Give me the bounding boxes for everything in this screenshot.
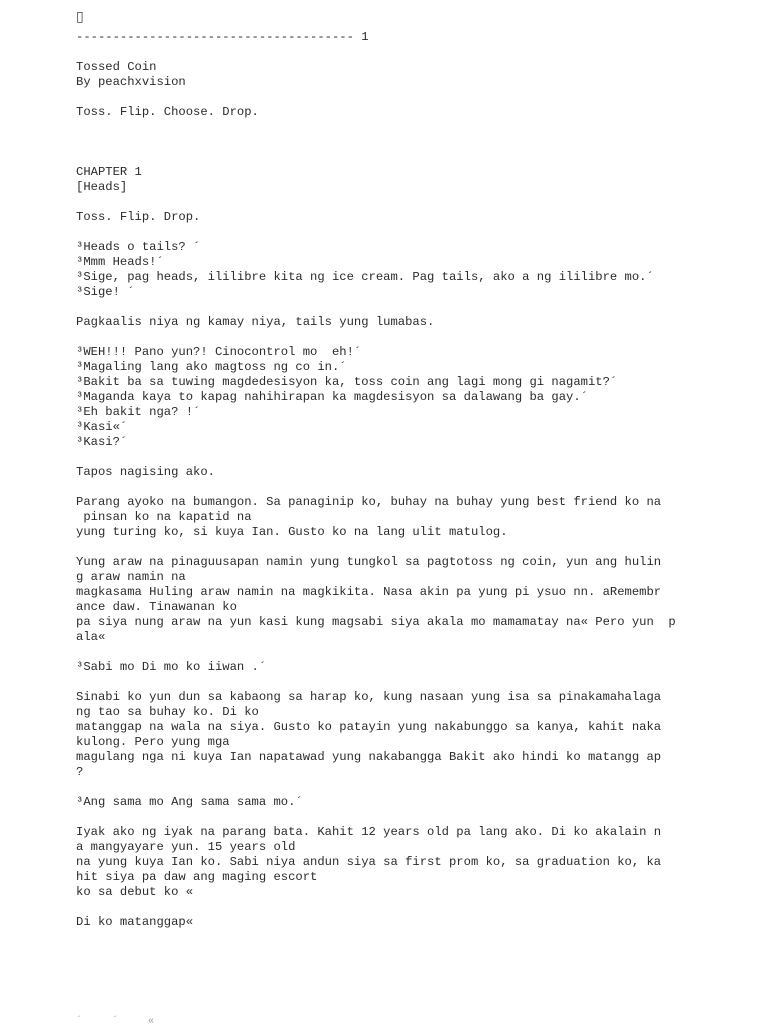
chapter-subtitle: [Heads] (76, 180, 128, 194)
paragraph-line: ance daw. Tinawanan ko (76, 600, 237, 614)
dialogue-line: ³Kasi?´ (76, 435, 128, 449)
paragraph: Toss. Flip. Drop. (76, 210, 201, 224)
spacer (76, 480, 696, 495)
dialogue-line: ³Sige! ´ (76, 285, 135, 299)
paragraph-line: yung turing ko, si kuya Ian. Gusto ko na lang ulit matulog. (76, 525, 508, 539)
page-bottom-marks: ´ ´ « (76, 1016, 155, 1024)
spacer (76, 540, 696, 555)
paragraph-line: pa siya nung araw na yun kasi kung magsabi siya akala mo mamamatay na« Pero yun p (76, 615, 676, 629)
paragraph-line: Parang ayoko na bumangon. Sa panaginip ko, buhay na buhay yung best friend ko na (76, 495, 662, 509)
paragraph-line: Sinabi ko yun dun sa kabaong sa harap ko, kung nasaan yung isa sa pinakamahalaga (76, 690, 662, 704)
dialogue-line: ³Maganda kaya to kapag nahihirapan ka magdesisyon sa dalawang ba gay.´ (76, 390, 588, 404)
paragraph-line: magulang nga ni kuya Ian napatawad yung nakabangga Bakit ako hindi ko matangg ap (76, 750, 662, 764)
spacer (76, 225, 696, 240)
spacer (76, 645, 696, 660)
paragraph: Tapos nagising ako. (76, 465, 215, 479)
paragraph-line: ? (76, 765, 84, 779)
paragraph-line: ala« (76, 630, 106, 644)
dialogue-line: ³Sabi mo Di mo ko iiwan .´ (76, 660, 267, 674)
spacer (76, 45, 696, 60)
page-separator: -------------------------------------- 1 (76, 30, 369, 44)
dialogue-line: ³WEH!!! Pano yun?! Cinocontrol mo eh!´ (76, 345, 362, 359)
page-marker-icon: ▯ (76, 9, 84, 25)
spacer (76, 90, 696, 105)
paragraph: Pagkaalis niya ng kamay niya, tails yung lumabas. (76, 315, 435, 329)
paragraph-line: hit siya pa daw ang maging escort (76, 870, 318, 884)
paragraph-line: a mangyayare yun. 15 years old (76, 840, 296, 854)
spacer (76, 195, 696, 210)
paragraph-line: magkasama Huling araw namin na magkikita. Nasa akin pa yung pi ysuo nn. aRemembr (76, 585, 662, 599)
paragraph-line: ko sa debut ko « (76, 885, 194, 899)
document-body (76, 10, 696, 930)
dialogue-line: ³Ang sama mo Ang sama sama mo.´ (76, 795, 303, 809)
spacer (76, 450, 696, 465)
story-author: By peachxvision (76, 75, 186, 89)
spacer (76, 300, 696, 315)
paragraph-line: kulong. Pero yung mga (76, 735, 230, 749)
dialogue-line: ³Heads o tails? ´ (76, 240, 201, 254)
spacer (76, 810, 696, 825)
dialogue-line: ³Eh bakit nga? !´ (76, 405, 201, 419)
paragraph-line: pinsan ko na kapatid na (76, 510, 252, 524)
spacer (76, 120, 696, 150)
chapter-heading: CHAPTER 1 (76, 165, 142, 179)
paragraph-line: Yung araw na pinaguusapan namin yung tungkol sa pagtotoss ng coin, yun ang hulin (76, 555, 662, 569)
paragraph: Di ko matanggap« (76, 915, 194, 929)
paragraph-line: Iyak ako ng iyak na parang bata. Kahit 12 years old pa lang ako. Di ko akalain n (76, 825, 662, 839)
spacer (76, 780, 696, 795)
spacer (76, 330, 696, 345)
dialogue-line: ³Kasi«´ (76, 420, 128, 434)
paragraph-line: g araw namin na (76, 570, 186, 584)
dialogue-line: ³Bakit ba sa tuwing magdedesisyon ka, toss coin ang lagi mong gi nagamit?´ (76, 375, 618, 389)
story-tagline: Toss. Flip. Choose. Drop. (76, 105, 259, 119)
spacer (76, 900, 696, 915)
story-title: Tossed Coin (76, 60, 157, 74)
spacer (76, 675, 696, 690)
paragraph-line: na yung kuya Ian ko. Sabi niya andun siya sa first prom ko, sa graduation ko, ka (76, 855, 662, 869)
spacer (76, 150, 696, 165)
dialogue-line: ³Magaling lang ako magtoss ng co in.´ (76, 360, 347, 374)
paragraph-line: matanggap na wala na siya. Gusto ko patayin yung nakabunggo sa kanya, kahit naka (76, 720, 662, 734)
dialogue-line: ³Mmm Heads!´ (76, 255, 164, 269)
paragraph-line: ng tao sa buhay ko. Di ko (76, 705, 259, 719)
dialogue-line: ³Sige, pag heads, ililibre kita ng ice cream. Pag tails, ako a ng ililibre mo.´ (76, 270, 654, 284)
